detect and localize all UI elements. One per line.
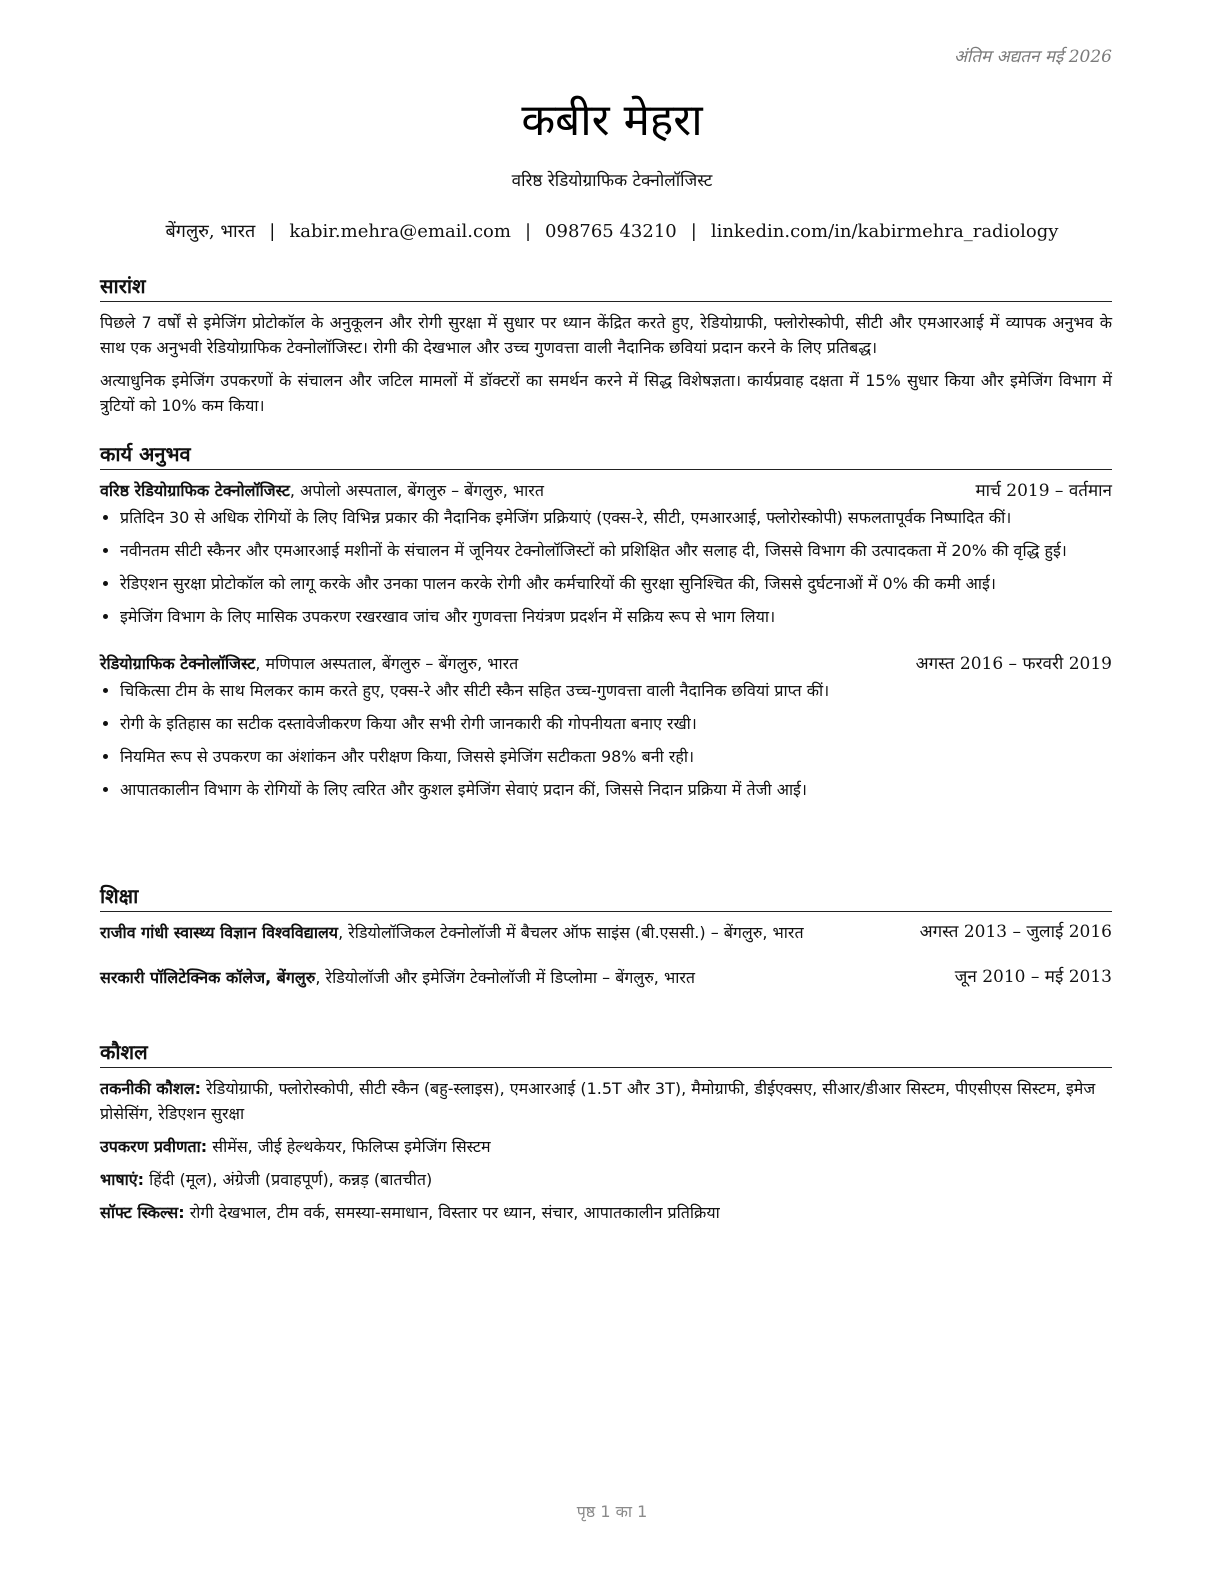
job-bullets bbox=[100, 679, 1112, 802]
summary-paragraph: पिछले 7 वर्षों से इमेजिंग प्रोटोकॉल के अनुकूलन और रोगी सुरक्षा में सुधार पर ध्यान केंद्रित करते हुए, रेडियोग्राफी, फ्लोरोस्कोपी, सीटी और एमआरआई में व्यापक अनुभव के साथ एक अनुभवी रेडियोग्राफिक टेक्नोलॉजिस्ट। रोगी की देखभाल और उच्च गुणवत्ता वाली नैदानिक छवियां प्रदान करने के लिए प्रतिबद्ध। bbox=[100, 313, 1112, 357]
education-dates: अगस्त 2013 – जुलाई 2016 bbox=[919, 922, 1112, 942]
skills-section bbox=[100, 1038, 1112, 1233]
education-dates: जून 2010 – मई 2013 bbox=[954, 967, 1112, 987]
job-dates: अगस्त 2016 – फरवरी 2019 bbox=[915, 654, 1112, 674]
skill-row bbox=[100, 1200, 1112, 1225]
job-org: , मणिपाल अस्पताल, बेंगलुरु – बेंगलुरु, भारत bbox=[255, 654, 519, 673]
contact-phone[interactable]: 098765 43210 bbox=[545, 221, 677, 242]
job-dates: मार्च 2019 – वर्तमान bbox=[975, 481, 1112, 501]
list-item: • इमेजिंग विभाग के लिए मासिक उपकरण रखरखाव जांच और गुणवत्ता नियंत्रण प्रदर्शन में सक्रिय रूप से भाग लिया। bbox=[120, 605, 1112, 629]
skill-label: तकनीकी कौशल: bbox=[100, 1079, 201, 1098]
summary-paragraph: अत्याधुनिक इमेजिंग उपकरणों के संचालन और जटिल मामलों में डॉक्टरों का समर्थन करने में सिद्ध विशेषज्ञता। कार्यप्रवाह दक्षता में 15% सुधार किया और इमेजिंग विभाग में त्रुटियों को 10% कम किया। bbox=[100, 371, 1112, 415]
summary-section bbox=[100, 272, 1112, 426]
skill-label: उपकरण प्रवीणता: bbox=[100, 1137, 208, 1156]
degree-detail: , रेडियोलॉजिकल टेक्नोलॉजी में बैचलर ऑफ साइंस (बी.एससी.) – बेंगलुरु, भारत bbox=[338, 923, 804, 942]
job-entry bbox=[100, 478, 1112, 629]
skill-value: रेडियोग्राफी, फ्लोरोस्कोपी, सीटी स्कैन (बहु-स्लाइस), एमआरआई (1.5T और 3T), मैमोग्राफी, डीईएक्सए, सीआर/डीआर सिस्टम, पीएसीएस सिस्टम, इमेज प्रोसेसिंग, रेडिएशन सुरक्षा bbox=[100, 1079, 1096, 1123]
list-item: • रेडिएशन सुरक्षा प्रोटोकॉल को लागू करके और उनका पालन करके रोगी और कर्मचारियों की सुरक्षा सुनिश्चित की, जिससे दुर्घटनाओं में 0% की कमी आई। bbox=[120, 572, 1112, 596]
skill-label: सॉफ्ट स्किल्स: bbox=[100, 1203, 185, 1222]
skill-label: भाषाएं: bbox=[100, 1170, 145, 1189]
education-entry bbox=[100, 965, 1112, 990]
skill-value: रोगी देखभाल, टीम वर्क, समस्या-समाधान, विस्तार पर ध्यान, संचार, आपातकालीन प्रतिक्रिया bbox=[184, 1203, 720, 1222]
job-bullets bbox=[100, 506, 1112, 629]
education-section bbox=[100, 882, 1112, 1010]
section-title: कौशल bbox=[100, 1038, 1112, 1068]
section-title: सारांश bbox=[100, 272, 1112, 302]
skill-row bbox=[100, 1134, 1112, 1159]
job-entry bbox=[100, 651, 1112, 802]
last-updated: अंतिम अद्यतन मई 2026 bbox=[953, 47, 1112, 67]
skill-value: सीमेंस, जीई हेल्थकेयर, फिलिप्स इमेजिंग सिस्टम bbox=[207, 1137, 491, 1156]
contact-location: बेंगलुरु, भारत bbox=[165, 221, 256, 242]
page-number: पृष्ठ 1 का 1 bbox=[576, 1502, 648, 1521]
list-item: • चिकित्सा टीम के साथ मिलकर काम करते हुए, एक्स-रे और सीटी स्कैन सहित उच्च-गुणवत्ता वाली नैदानिक छवियां प्राप्त कीं। bbox=[120, 679, 1112, 703]
education-entry bbox=[100, 920, 1112, 945]
list-item: • नवीनतम सीटी स्कैनर और एमआरआई मशीनों के संचालन में जूनियर टेक्नोलॉजिस्टों को प्रशिक्षित और सलाह दी, जिससे विभाग की उत्पादकता में 20% की वृद्धि हुई। bbox=[120, 539, 1112, 563]
candidate-role: वरिष्ठ रेडियोग्राफिक टेक्नोलॉजिस्ट bbox=[511, 171, 713, 191]
separator: | bbox=[690, 221, 697, 242]
experience-section bbox=[100, 440, 1112, 811]
job-org: , अपोलो अस्पताल, बेंगलुरु – बेंगलुरु, भारत bbox=[289, 481, 544, 500]
list-item: • रोगी के इतिहास का सटीक दस्तावेजीकरण किया और सभी रोगी जानकारी की गोपनीयता बनाए रखी। bbox=[120, 712, 1112, 736]
job-position: रेडियोग्राफिक टेक्नोलॉजिस्ट bbox=[100, 654, 256, 673]
candidate-name: कबीर मेहरा bbox=[521, 95, 703, 146]
section-title: शिक्षा bbox=[100, 882, 1112, 912]
contact-linkedin[interactable]: linkedin.com/in/kabirmehra_radiology bbox=[710, 221, 1059, 242]
skill-value: हिंदी (मूल), अंग्रेजी (प्रवाहपूर्ण), कन्नड़ (बातचीत) bbox=[144, 1170, 433, 1189]
degree-detail: , रेडियोलॉजी और इमेजिंग टेक्नोलॉजी में डिप्लोमा – बेंगलुरु, भारत bbox=[315, 968, 696, 987]
list-item: • प्रतिदिन 30 से अधिक रोगियों के लिए विभिन्न प्रकार की नैदानिक इमेजिंग प्रक्रियाएं (एक्स-रे, सीटी, एमआरआई, फ्लोरोस्कोपी) सफलतापूर्वक निष्पादित कीं। bbox=[120, 506, 1112, 530]
skill-row bbox=[100, 1076, 1112, 1126]
school-name: राजीव गांधी स्वास्थ्य विज्ञान विश्वविद्यालय bbox=[100, 923, 339, 942]
list-item: • आपातकालीन विभाग के रोगियों के लिए त्वरित और कुशल इमेजिंग सेवाएं प्रदान कीं, जिससे निदान प्रक्रिया में तेजी आई। bbox=[120, 778, 1112, 802]
section-title: कार्य अनुभव bbox=[100, 440, 1112, 470]
list-item: • नियमित रूप से उपकरण का अंशांकन और परीक्षण किया, जिससे इमेजिंग सटीकता 98% बनी रही। bbox=[120, 745, 1112, 769]
separator: | bbox=[269, 221, 276, 242]
separator: | bbox=[524, 221, 532, 242]
contact-email[interactable]: kabir.mehra@email.com bbox=[289, 221, 511, 242]
contact-line bbox=[0, 219, 1224, 243]
job-position: वरिष्ठ रेडियोग्राफिक टेक्नोलॉजिस्ट bbox=[100, 481, 290, 500]
school-name: सरकारी पॉलिटेक्निक कॉलेज, बेंगलुरु bbox=[100, 968, 316, 987]
skill-row bbox=[100, 1167, 1112, 1192]
